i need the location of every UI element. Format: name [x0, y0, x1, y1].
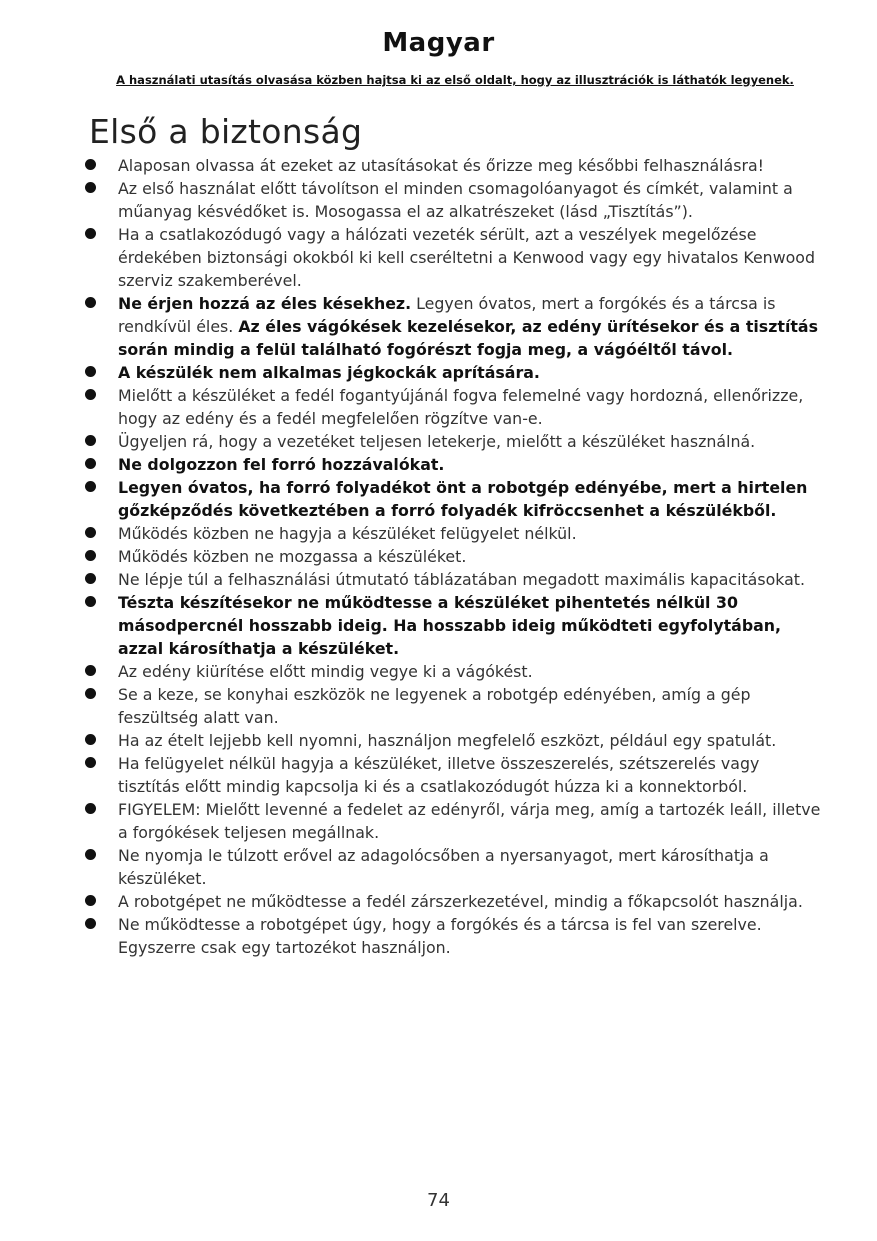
list-item-text: Az első használat előtt távolítson el minden csomagolóanyagot és címkét, valamint a műanyag késvédőket is. Mosogassa el az alkatrészeket (lásd „Tisztítás”). [118, 179, 793, 221]
list-item-text: Ha a csatlakozódugó vagy a hálózati vezeték sérült, azt a veszélyek megelőzése érdekében biztonsági okokból ki kell cseréltetni a Kenwood vagy egy hivatalos Kenwood szerviz szakemberével. [118, 225, 815, 290]
bullet-icon [85, 182, 96, 193]
bullet-icon [85, 297, 96, 308]
list-item [0, 798, 877, 844]
bullet-icon [85, 527, 96, 538]
list-item [0, 660, 877, 683]
bullet-icon [85, 665, 96, 676]
list-item [0, 384, 877, 430]
bullet-icon [85, 228, 96, 239]
list-item-bold-text: Az éles vágókések kezelésekor, az edény ürítésekor és a tisztítás során mindig a felül található fogórészt fogja meg, a vágóéltől távol. [118, 317, 818, 359]
list-item-text: Ne működtesse a robotgépet úgy, hogy a forgókés és a tárcsa is fel van szerelve. Egyszerre csak egy tartozékot használjon. [118, 915, 762, 957]
list-item-text: FIGYELEM: Mielőtt levenné a fedelet az edényről, várja meg, amíg a tartozék leáll, illetve a forgókések teljesen megállnak. [118, 800, 821, 842]
bullet-icon [85, 918, 96, 929]
safety-list [0, 154, 877, 959]
list-item [0, 545, 877, 568]
list-item-text: Ügyeljen rá, hogy a vezetéket teljesen letekerje, mielőtt a készüléket használná. [118, 432, 756, 451]
bullet-icon [85, 481, 96, 492]
list-item [0, 476, 877, 522]
list-item-text: Mielőtt a készüléket a fedél fogantyújánál fogva felemelné vagy hordozná, ellenőrizze, hogy az edény és a fedél megfelelően rögzítve van-e. [118, 386, 804, 428]
list-item [0, 844, 877, 890]
list-item [0, 752, 877, 798]
list-item-bold-text: Ne érjen hozzá az éles késekhez. [118, 294, 412, 313]
list-item-text: Ha felügyelet nélkül hagyja a készüléket, illetve összeszerelés, szétszerelés vagy tisztítás előtt mindig kapcsolja ki és a csatlakozódugót húzza ki a konnektorból. [118, 754, 760, 796]
list-item [0, 568, 877, 591]
list-item [0, 292, 877, 361]
list-item [0, 522, 877, 545]
list-item-text: Működés közben ne hagyja a készüléket felügyelet nélkül. [118, 524, 577, 543]
list-item-text: Se a keze, se konyhai eszközök ne legyenek a robotgép edényében, amíg a gép feszültség alatt van. [118, 685, 751, 727]
page-number: 74 [427, 1190, 450, 1211]
page-title: Magyar [382, 28, 495, 58]
list-item-bold-text: Ne dolgozzon fel forró hozzávalókat. [118, 455, 445, 474]
list-item-bold-text: A készülék nem alkalmas jégkockák aprítására. [118, 363, 540, 382]
bullet-icon [85, 366, 96, 377]
section-heading: Első a biztonság [89, 112, 363, 151]
list-item-text: Alaposan olvassa át ezeket az utasításokat és őrizze meg későbbi felhasználásra! [118, 156, 764, 175]
list-item-text: Az edény kiürítése előtt mindig vegye ki a vágókést. [118, 662, 533, 681]
list-item-text: Ne lépje túl a felhasználási útmutató táblázatában megadott maximális kapacitásokat. [118, 570, 806, 589]
list-item [0, 430, 877, 453]
bullet-icon [85, 688, 96, 699]
list-item [0, 683, 877, 729]
bullet-icon [85, 734, 96, 745]
bullet-icon [85, 895, 96, 906]
list-item-bold-text: Tészta készítésekor ne működtesse a készüléket pihentetés nélkül 30 másodpercnél hosszabb ideig. Ha hosszabb ideig működteti egyfolytában, azzal károsíthatja a készüléket. [118, 593, 782, 658]
bullet-icon [85, 596, 96, 607]
fold-out-notice: A használati utasítás olvasása közben hajtsa ki az első oldalt, hogy az illusztrációk is láthatók legyenek. [116, 73, 794, 87]
list-item-text: A robotgépet ne működtesse a fedél zárszerkezetével, mindig a főkapcsolót használja. [118, 892, 803, 911]
bullet-icon [85, 757, 96, 768]
list-item [0, 913, 877, 959]
list-item [0, 729, 877, 752]
list-item [0, 591, 877, 660]
bullet-icon [85, 550, 96, 561]
list-item [0, 154, 877, 177]
list-item [0, 223, 877, 292]
bullet-icon [85, 573, 96, 584]
bullet-icon [85, 849, 96, 860]
list-item [0, 177, 877, 223]
list-item [0, 453, 877, 476]
list-item-text: Ne nyomja le túlzott erővel az adagolócsőben a nyersanyagot, mert károsíthatja a készüléket. [118, 846, 769, 888]
bullet-icon [85, 803, 96, 814]
list-item-text: Ha az ételt lejjebb kell nyomni, használjon megfelelő eszközt, például egy spatulát. [118, 731, 777, 750]
bullet-icon [85, 435, 96, 446]
list-item-text: Legyen óvatos, mert a forgókés és a tárcsa is rendkívül éles. [118, 294, 776, 336]
list-item-bold-text: Legyen óvatos, ha forró folyadékot önt a robotgép edényébe, mert a hirtelen gőzképződés következtében a forró folyadék kifröccsenhet a készülékből. [118, 478, 808, 520]
list-item-text: Működés közben ne mozgassa a készüléket. [118, 547, 467, 566]
list-item [0, 890, 877, 913]
list-item [0, 361, 877, 384]
bullet-icon [85, 389, 96, 400]
bullet-icon [85, 159, 96, 170]
bullet-icon [85, 458, 96, 469]
